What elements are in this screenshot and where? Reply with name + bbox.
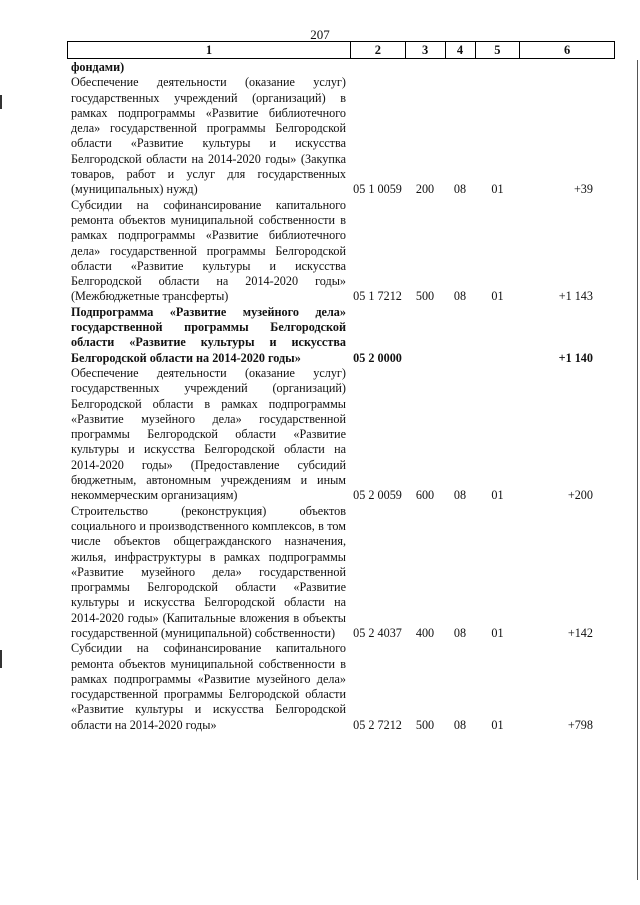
row-expense-type: 200 [415,182,435,197]
table-row [67,198,615,305]
row-description: фондами) [71,60,125,74]
header-col-4: 4 [445,42,475,58]
table-header [67,41,615,59]
row-description: Подпрограмма «Развитие музейного дела» государственной программы Белгородской области «Развитие культуры и искусства Белгородской области на 2014-2020 годы» [71,304,346,365]
row-subsection: 01 [491,625,504,640]
row-target-code: 05 2 4037 [353,625,402,640]
table-row [67,366,615,504]
header-col-6: 6 [519,42,614,58]
row-description: Обеспечение деятельности (оказание услуг) государственных учреждений (организаций) Белгородской области в рамках подпрограммы «Развитие музейного дела» государственной программы Белгородской области «Развитие культуры и искусства Белгородской области на 2014-2020 годы» (Предоставление субсидий бюджетным, автономным учреждениям и иным некоммерческим организациям) [71,365,346,503]
row-subsection: 01 [491,488,504,503]
row-description: Субсидии на софинансирование капитального ремонта объектов муниципальной собственности в рамках подпрограммы «Развитие библиотечного дела» государственной программы Белгородской области «Развитие культуры и искусства Белгородской области на 2014-2020 годы» (Межбюджетные трансферты) [71,197,346,304]
row-amount: +39 [573,182,593,197]
table-row [67,75,615,197]
row-expense-type: 400 [415,625,435,640]
scan-artifact [0,650,2,668]
row-amount: +1 140 [558,350,593,365]
row-amount: +142 [567,625,593,640]
row-subsection: 01 [491,182,504,197]
header-col-1: 1 [205,43,213,57]
row-subsection: 01 [491,289,504,304]
row-section: 08 [453,182,467,197]
table-row [67,641,615,733]
budget-table [67,41,615,733]
row-section: 08 [453,488,467,503]
row-description: Обеспечение деятельности (оказание услуг) государственных учреждений (организаций) в рамках подпрограммы «Развитие библиотечного дела» государственной программы Белгородской области «Развитие культуры и искусства Белгородской области на 2014-2020 годы» (Закупка товаров, работ и услуг для государственных (муниципальных) нужд) [71,75,346,197]
table-row [67,59,615,75]
table-row [67,305,615,366]
page-number: 207 [310,27,330,42]
row-expense-type: 500 [415,289,435,304]
row-expense-type: 500 [415,717,435,732]
row-amount: +1 143 [558,289,593,304]
scan-artifact [637,60,638,880]
row-target-code: 05 2 0059 [353,488,402,503]
row-target-code: 05 2 0000 [353,350,402,365]
row-target-code: 05 2 7212 [353,717,402,732]
row-amount: +200 [567,488,593,503]
row-section: 08 [453,717,467,732]
scan-artifact [0,95,2,109]
row-amount: +798 [567,717,593,732]
row-subsection: 01 [491,717,504,732]
row-description: Строительство (реконструкция) объектов социального и производственного комплексов, в том числе объектов общегражданского назначения, жилья, инфраструктуры в рамках подпрограммы «Развитие музейного дела» государственной программы Белгородской области «Развитие культуры и искусства Белгородской области на 2014-2020 годы» (Капитальные вложения в объекты государственной (муниципальной) собственности) [71,503,346,640]
row-description: Субсидии на софинансирование капитального ремонта объектов муниципальной собственности в рамках подпрограммы «Развитие музейного дела» государственной программы Белгородской области «Развитие культуры и искусства Белгородской области на 2014-2020 годы» [71,641,346,732]
row-target-code: 05 1 0059 [353,182,402,197]
row-expense-type: 600 [415,488,435,503]
row-target-code: 05 1 7212 [353,289,402,304]
table-row [67,504,615,642]
header-col-2: 2 [350,42,405,58]
row-section: 08 [453,625,467,640]
header-col-5: 5 [475,42,520,58]
header-col-3: 3 [405,42,445,58]
row-section: 08 [453,289,467,304]
